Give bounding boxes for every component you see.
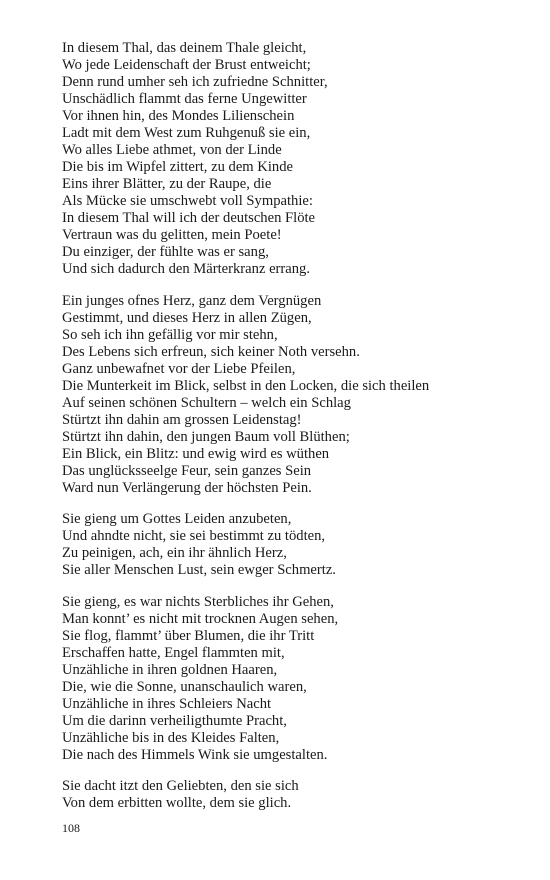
poem-line: Von dem erbitten wollte, dem sie glich.: [62, 795, 292, 811]
poem-line: Ein junges ofnes Herz, ganz dem Vergnügen: [62, 292, 322, 309]
poem-line: Die nach des Himmels Wink sie umgestalten.: [62, 746, 328, 763]
poem-line: Ganz unbewafnet vor der Liebe Pfeilen,: [62, 360, 296, 377]
poem-line: Das unglücksseelge Feur, sein ganzes Sein: [62, 462, 312, 479]
poem-line: Denn rund umher seh ich zufriedne Schnitter,: [62, 74, 328, 90]
poem-line: Sie dacht itzt den Geliebten, den sie sich: [62, 778, 299, 794]
poem-line: Wo jede Leidenschaft der Brust entweicht;: [62, 57, 311, 73]
poem-body: [62, 40, 532, 827]
poem-line: Sie gieng um Gottes Leiden anzubeten,: [62, 511, 292, 527]
poem-line: Als Mücke sie umschwebt voll Sympathie:: [62, 193, 313, 209]
poem-line: Stürtzt ihn dahin am grossen Leidenstag!: [62, 411, 302, 428]
poem-line: Vor ihnen hin, des Mondes Lilienschein: [62, 108, 295, 124]
poem-line: Sie aller Menschen Lust, sein ewger Schmertz.: [62, 562, 336, 578]
stanza: [62, 594, 532, 764]
poem-line: Die, wie die Sonne, unanschaulich waren,: [62, 678, 307, 695]
poem-line: Auf seinen schönen Schultern – welch ein Schlag: [62, 394, 351, 411]
poem-line: Zu peinigen, ach, ein ihr ähnlich Herz,: [62, 545, 287, 561]
poem-line: Gestimmt, und dieses Herz in allen Zügen,: [62, 309, 312, 326]
poem-line: Vertraun was du gelitten, mein Poete!: [62, 227, 282, 243]
stanza: [62, 40, 532, 278]
stanza: [62, 778, 532, 812]
poem-line: Unzähliche in ihres Schleiers Nacht: [62, 695, 272, 712]
poem-line: Du einziger, der fühlte was er sang,: [62, 244, 269, 260]
poem-line: Um die darinn verheiligthumte Pracht,: [62, 712, 287, 729]
poem-line: Erschaffen hatte, Engel flammten mit,: [62, 644, 285, 661]
poem-line: Ein Blick, ein Blitz: und ewig wird es wüthen: [62, 445, 330, 462]
poem-line: Stürtzt ihn dahin, den jungen Baum voll Blüthen;: [62, 428, 350, 445]
poem-line: Sie gieng, es war nichts Sterbliches ihr Gehen,: [62, 593, 334, 610]
poem-line: Die Munterkeit im Blick, selbst in den Locken, die sich theilen: [62, 377, 430, 394]
poem-line: Ladt mit dem West zum Ruhgenuß sie ein,: [62, 125, 311, 141]
poem-line: Und sich dadurch den Märterkranz errang.: [62, 261, 310, 277]
stanza: [62, 293, 532, 497]
poem-line: In diesem Thal, das deinem Thale gleicht,: [62, 40, 307, 56]
poem-line: Unzähliche in ihren goldnen Haaren,: [62, 661, 278, 678]
page-number: 108: [62, 821, 80, 835]
poem-line: Unschädlich flammt das ferne Ungewitter: [62, 91, 307, 107]
poem-line: Unzähliche bis in des Kleides Falten,: [62, 729, 280, 746]
poem-line: Man konnt’ es nicht mit trocknen Augen sehen,: [62, 610, 339, 627]
poem-line: Eins ihrer Blätter, zu der Raupe, die: [62, 176, 272, 192]
poem-line: In diesem Thal will ich der deutschen Flöte: [62, 210, 316, 226]
poem-line: Ward nun Verlängerung der höchsten Pein.: [62, 479, 312, 496]
poem-line: Wo alles Liebe athmet, von der Linde: [62, 142, 282, 158]
poem-line: Sie flog, flammt’ über Blumen, die ihr Tritt: [62, 627, 315, 644]
poem-line: Des Lebens sich erfreun, sich keiner Noth versehn.: [62, 343, 360, 360]
stanza: [62, 511, 532, 579]
poem-line: Die bis im Wipfel zittert, zu dem Kinde: [62, 159, 293, 175]
poem-line: So seh ich ihn gefällig vor mir stehn,: [62, 326, 278, 343]
poem-line: Und ahndte nicht, sie sei bestimmt zu tödten,: [62, 528, 326, 544]
